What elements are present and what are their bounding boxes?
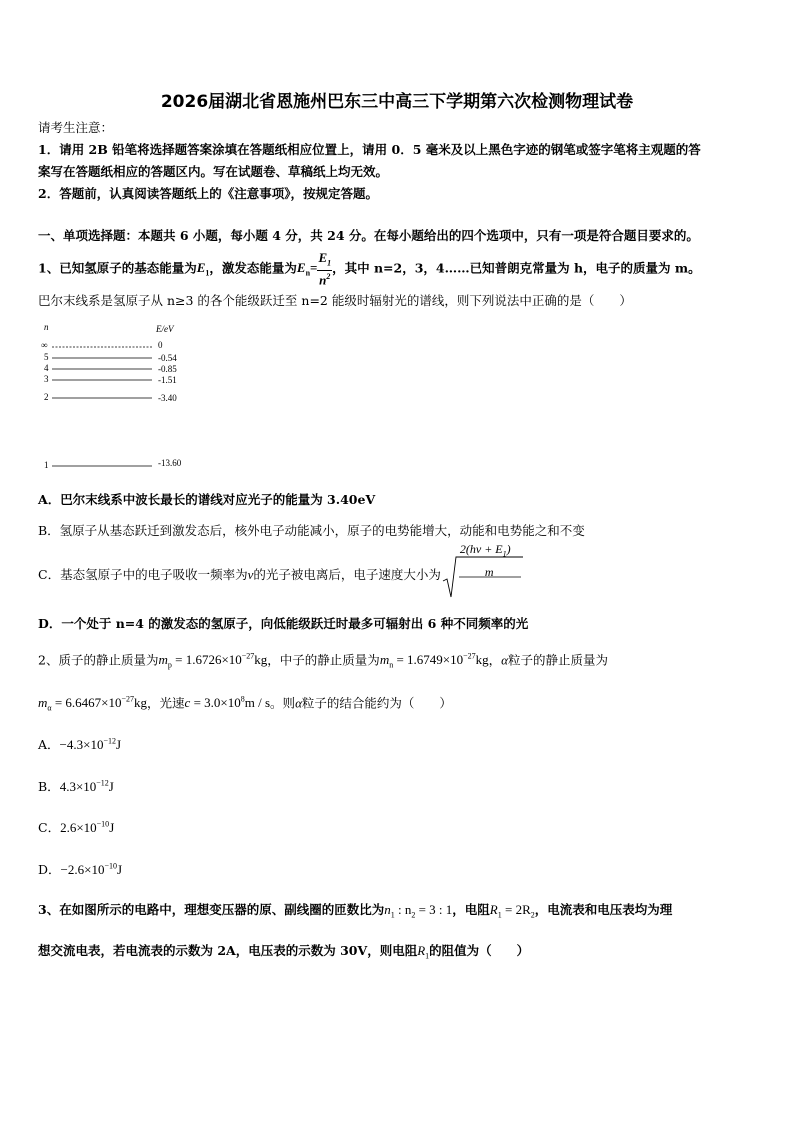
q2-ma-val: = 6.6467×10 <box>51 695 122 711</box>
question-1-option-a: A．巴尔末线系中波长最长的谱线对应光子的能量为 3.40eV <box>38 492 376 507</box>
q3-ratio-end: = 3 : 1 <box>415 902 453 917</box>
question-2-option-d <box>38 860 122 878</box>
q1-e1-sub: 1 <box>205 269 210 279</box>
energy-level-diagram <box>36 320 206 475</box>
question-2-line-2 <box>38 688 452 721</box>
q2-alpha: α <box>501 652 508 668</box>
q2-ma-sub: α <box>47 703 52 713</box>
q2-option-a-unit: J <box>115 737 122 752</box>
question-2-option-c <box>38 818 114 836</box>
q2-mp-val: = 1.6726×10 <box>171 652 242 668</box>
q1c-sqrt-num <box>460 540 511 563</box>
q1-frac-den: n <box>319 271 327 287</box>
q3-r2-sub: 2 <box>530 910 535 920</box>
q2-c-exp: 8 <box>240 695 245 704</box>
q3-text-e: 的阻值为（ ） <box>429 943 530 958</box>
q2-option-d-exp: −10 <box>104 861 117 871</box>
q2-option-a-label: A． <box>38 737 60 752</box>
question-3-line-1 <box>38 900 672 926</box>
q2-text-f: 。则 <box>270 695 296 711</box>
page-title: 2026届湖北省恩施州巴东三中高三下学期第六次检测物理试卷 <box>160 92 634 112</box>
q1-frac-num-sub: 1 <box>327 258 332 268</box>
q3-text-d: 想交流电表，若电流表的示数为 2A，电压表的示数为 30V，则电阻 <box>38 943 418 958</box>
question-3-line-2 <box>38 941 529 967</box>
q1c-num: 2(hν + E <box>459 542 503 557</box>
level-e-inf: 0 <box>158 340 163 350</box>
q2-text-g: 粒子的结合能约为（ ） <box>301 695 452 711</box>
q3-n1-sub: 1 <box>390 910 395 920</box>
q2-option-d-mant: −2.6×10 <box>60 862 105 877</box>
q1-frac-den-sup: 2 <box>326 271 331 281</box>
level-n-5: 5 <box>44 352 49 362</box>
q2-mn-val: = 1.6749×10 <box>393 652 464 668</box>
level-n-inf: ∞ <box>41 340 48 350</box>
level-n-2: 2 <box>44 392 49 402</box>
q2-option-c-exp: −10 <box>96 819 110 829</box>
q2-ma-exp: −27 <box>121 695 135 704</box>
q1-text-c: ，其中 n=2，3，4……已知普朗克常量为 h，电子的质量为 m。 <box>332 260 701 276</box>
q1c-num-end: ) <box>506 542 511 557</box>
q1c-num-sub: 1 <box>502 549 507 559</box>
q2-alpha-2: α <box>295 695 302 711</box>
q2-option-a-exp: −12 <box>103 736 116 746</box>
q3-r1: R <box>489 902 498 917</box>
q2-text-e: ，光速 <box>147 695 185 711</box>
level-e-5: -0.54 <box>158 353 177 363</box>
q1-energy-fraction <box>317 252 332 286</box>
q2-c: c <box>184 695 191 711</box>
q3-text-b: ，电阻 <box>452 902 490 917</box>
q2-option-c-unit: J <box>109 820 115 835</box>
q1-text-a: 1、已知氢原子的基态能量为 <box>38 260 197 276</box>
q1-frac-num: E <box>318 250 328 265</box>
q3-line2-r-sub: 1 <box>425 951 430 961</box>
level-e-4: -0.85 <box>158 364 177 374</box>
diagram-e-axis-label: E/eV <box>156 324 174 334</box>
level-e-2: -3.40 <box>158 393 177 403</box>
diagram-n-axis-label: n <box>44 322 49 332</box>
notice-heading: 请考生注意： <box>38 120 114 135</box>
question-1-line-2: 巴尔末线系是氢原子从 n≥3 的各个能级跃迁至 n=2 能级时辐射光的谱线，则下列说法中正确的是（ ） <box>38 293 632 308</box>
q3-text-a: 3、在如图所示的电路中，理想变压器的原、副线圈的匝数比为 <box>38 902 385 917</box>
q3-ratio-mid: : n <box>394 902 412 917</box>
q1c-sqrt-den: m <box>484 565 494 580</box>
level-e-1: -13.60 <box>158 458 182 468</box>
q3-n2-sub: 2 <box>411 910 416 920</box>
q2-option-c-label: C． <box>38 820 61 835</box>
q1-en-sub: n <box>305 269 311 279</box>
q2-text-d: 粒子的静止质量为 <box>507 652 608 668</box>
question-1-option-b: B．氢原子从基态跃迁到激发态后，核外电子动能减小，原子的电势能增大，动能和电势能之和不变 <box>38 523 585 538</box>
level-n-3: 3 <box>44 374 49 384</box>
question-1-option-d <box>38 614 528 632</box>
q2-mn-unit: kg <box>475 652 489 668</box>
q3-n1: n <box>384 902 391 917</box>
q2-option-a-mant: −4.3×10 <box>59 737 104 752</box>
q2-option-b-mant: 4.3×10 <box>59 779 97 794</box>
q2-mp-unit: kg <box>254 652 268 668</box>
q2-option-b-exp: −12 <box>96 778 109 788</box>
notice-item-1-line-2: 案写在答题纸相应的答题区内。写在试题卷、草稿纸上均无效。 <box>38 164 389 179</box>
q2-mp-sub: p <box>167 660 172 670</box>
q1c-text-a: C．基态氢原子中的电子吸收一频率为 <box>38 567 248 582</box>
level-n-1: 1 <box>44 460 49 470</box>
question-1-line-1: 1、已知氢原子的基态能量为$E_1$，激发态能量为$E_n=$ $\frac{E_1}{n^2}$ ，其中 n=2，3，4……已知普朗克常量为 h，电子的质量为 m。 <box>38 250 701 287</box>
level-e-3: -1.51 <box>158 375 177 385</box>
level-n-4: 4 <box>44 363 49 373</box>
q2-mp: m <box>158 652 168 668</box>
q2-text-a: 2、质子的静止质量为 <box>38 652 159 668</box>
q2-text-b: ，中子的静止质量为 <box>267 652 380 668</box>
q3-r1-sub: 1 <box>497 910 502 920</box>
q1-option-d-text: D．一个处于 n=4 的激发态的氢原子，向低能级跃迁时最多可辐射出 6 种不同频率的光 <box>38 616 529 631</box>
q2-option-b-label: B． <box>38 779 60 794</box>
q2-mn-sub: n <box>389 660 394 670</box>
q2-option-c-mant: 2.6×10 <box>60 820 97 835</box>
q2-option-d-label: D． <box>38 862 61 877</box>
q2-text-c: ， <box>488 652 502 668</box>
q2-option-d-unit: J <box>116 862 123 877</box>
q2-mn-exp: −27 <box>463 652 476 661</box>
section-heading: 一、单项选择题：本题共 6 小题，每小题 4 分，共 24 分。在每小题给出的四个选项中，只有一项是符合题目要求的。 <box>38 228 699 243</box>
question-2-option-a <box>38 735 121 753</box>
question-2-option-b <box>38 777 114 795</box>
q1c-nu: ν <box>247 567 254 582</box>
q3-line2-r: R <box>417 943 426 958</box>
q1-e1: E <box>196 260 206 276</box>
notice-item-2: 2．答题前，认真阅读答题纸上的《注意事项》，按规定答题。 <box>38 186 378 201</box>
q2-c-unit: m / s <box>244 695 271 711</box>
q1c-text-b: 的光子被电离后，电子速度大小为 <box>253 567 441 582</box>
question-2-line-1 <box>38 645 608 678</box>
q3-text-c: ，电流表和电压表均为理 <box>534 902 673 917</box>
q1-text-b: ，激发态能量为 <box>209 260 297 276</box>
q2-ma-unit: kg <box>134 695 148 711</box>
q2-mn: m <box>379 652 390 668</box>
q2-option-b-unit: J <box>108 779 114 794</box>
q3-r-eq: = 2R <box>501 902 531 917</box>
q2-ma: m <box>38 695 48 711</box>
q2-c-val: = 3.0×10 <box>190 695 241 711</box>
notice-item-1-line-1: 1．请用 2B 铅笔将选择题答案涂填在答题纸相应位置上，请用 0．5 毫米及以上黑色字迹的钢笔或签字笔将主观题的答 <box>38 142 701 157</box>
q1-en: E <box>296 260 306 276</box>
q2-mp-exp: −27 <box>241 652 255 661</box>
